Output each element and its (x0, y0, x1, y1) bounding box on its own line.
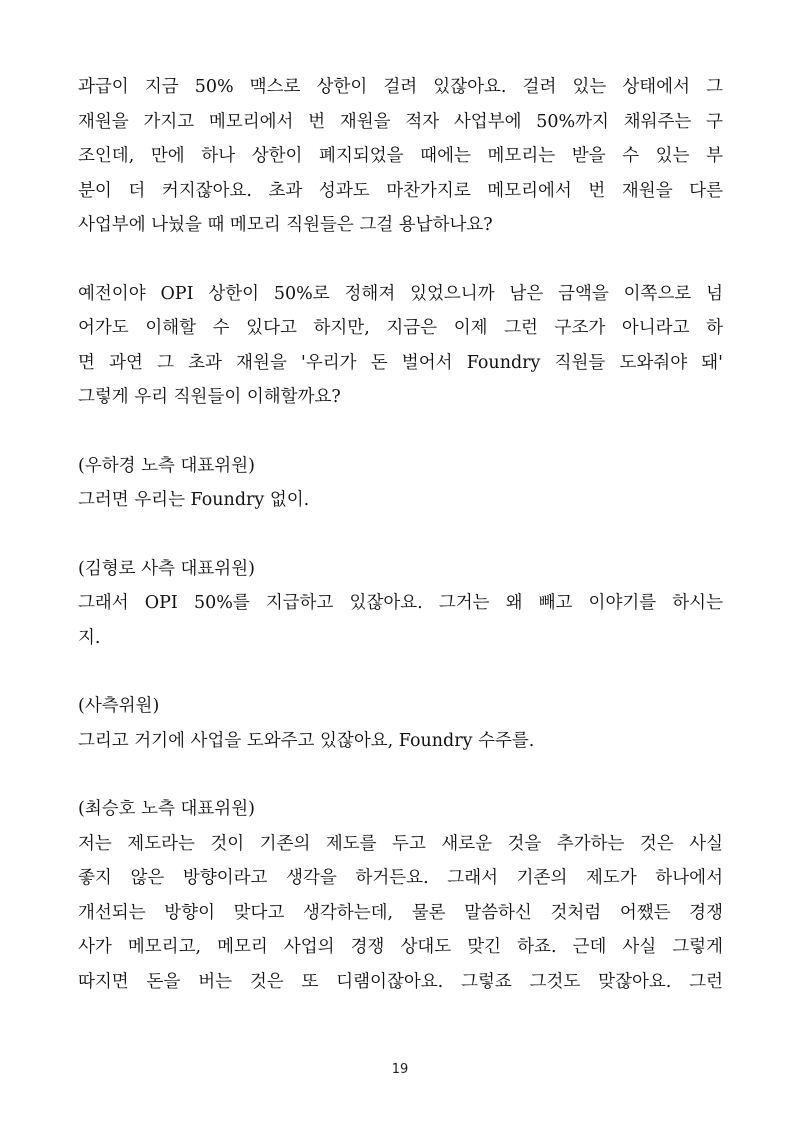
text-line: 분이 더 커지잖아요. 초과 성과도 마찬가지로 메모리에서 번 재원을 다른 (78, 180, 723, 201)
text-line: 지. (78, 627, 101, 648)
speaker-block-management (78, 689, 723, 758)
text-line: 어가도 이해할 수 있다고 하지만, 지금은 이제 그런 구조가 아니라고 하 (78, 318, 723, 338)
text-line: 그래서 OPI 50%를 지급하고 있잖아요. 그거는 왜 빼고 이야기를 하시는 (78, 593, 723, 613)
text-line: 그렇게 우리 직원들이 이해할까요? (78, 387, 341, 407)
document-body (78, 70, 723, 1033)
speaker-block-woo (78, 449, 723, 518)
text-line: 과급이 지금 50% 맥스로 상한이 걸려 있잖아요. 걸려 있는 상태에서 그 (78, 77, 723, 97)
speaker-label: (최승호 노측 대표위원) (78, 799, 255, 819)
text-line: 사업부에 나눴을 때 메모리 직원들은 그걸 용납하나요? (78, 215, 493, 235)
text-line: 사가 메모리고, 메모리 사업의 경쟁 상대도 맞긴 하죠. 근데 사실 그렇게 (78, 937, 723, 957)
text-line: 조인데, 만에 하나 상한이 폐지되었을 때에는 메모리는 받을 수 있는 부 (78, 146, 723, 166)
text-line: 저는 제도라는 것이 기존의 제도를 두고 새로운 것을 추가하는 것은 사실 (78, 833, 723, 854)
speaker-label: (우하경 노측 대표위원) (78, 455, 255, 476)
text-line: 그리고 거기에 사업을 도와주고 있잖아요, Foundry 수주를. (78, 730, 535, 751)
text-line: 면 과연 그 초과 재원을 '우리가 돈 벌어서 Foundry 직원들 도와줘야 돼' (78, 352, 723, 373)
text-line: 따지면 돈을 버는 것은 또 디램이잖아요. 그렇죠 그것도 맞잖아요. 그런 (78, 971, 723, 992)
paragraph-2 (78, 277, 723, 415)
speaker-block-kim (78, 552, 723, 656)
paragraph-1 (78, 70, 723, 243)
speaker-block-choi (78, 792, 723, 999)
text-line: 좋지 않은 방향이라고 생각을 하거든요. 그래서 기존의 제도가 하나에서 (78, 868, 723, 888)
text-line: 개선되는 방향이 맞다고 생각하는데, 물론 말씀하신 것처럼 어쨌든 경쟁 (78, 902, 723, 923)
text-line: 그러면 우리는 Foundry 없이. (78, 490, 310, 510)
speaker-label: (김형로 사측 대표위원) (78, 558, 255, 579)
text-line: 재원을 가지고 메모리에서 번 재원을 적자 사업부에 50%까지 채워주는 구 (78, 111, 723, 132)
text-line: 예전이야 OPI 상한이 50%로 정해져 있었으니까 남은 금액을 이쪽으로 넘 (78, 283, 723, 304)
speaker-label: (사측위원) (78, 696, 160, 716)
page-number: 19 (391, 1062, 409, 1077)
